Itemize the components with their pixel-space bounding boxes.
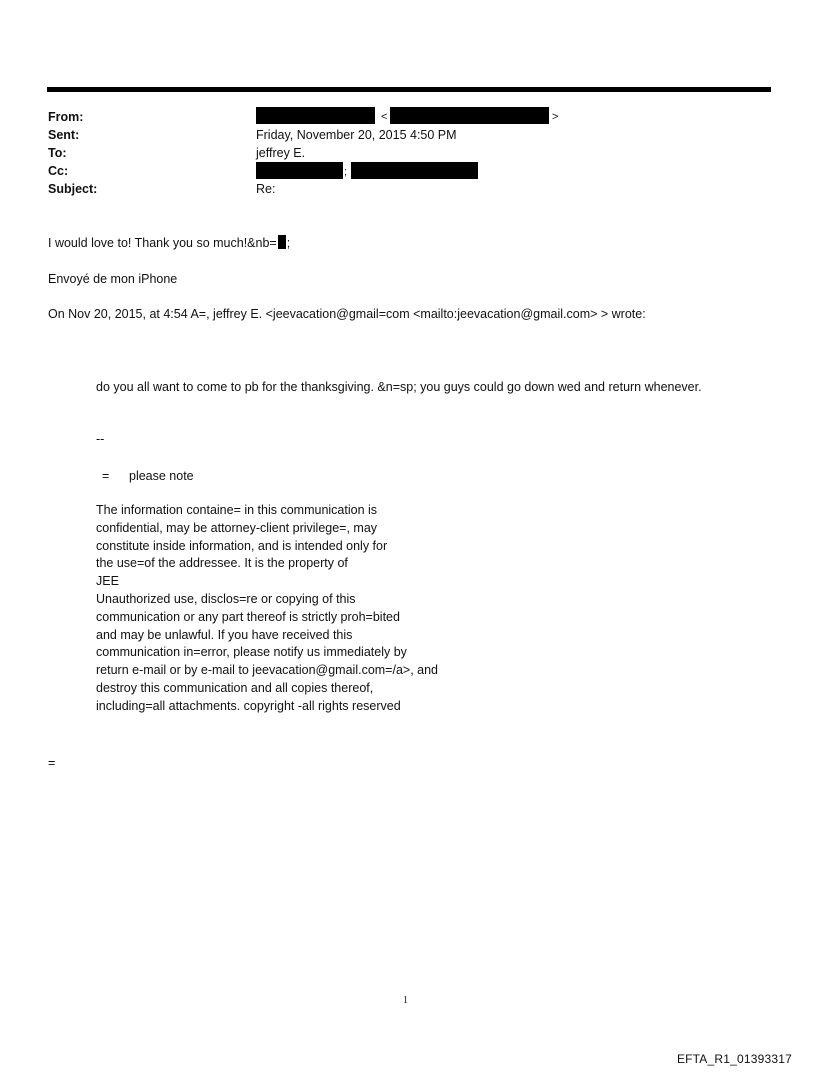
disclaimer-line: communication in=error, please notify us immediately by	[96, 645, 407, 660]
disclaimer-line: constitute inside information, and is intended only for	[96, 538, 388, 553]
signature-line: Envoyé de mon iPhone	[48, 272, 178, 286]
reply-text: I would love to! Thank you so much!&nb=	[48, 236, 277, 250]
reply-tail: ;	[286, 236, 291, 250]
subject-label: Subject:	[48, 182, 98, 196]
bates-id: EFTA_R1_01393317	[676, 1052, 792, 1066]
cc-first-redaction	[256, 162, 343, 179]
disclaimer-line: and may be unlawful. If you have received this	[96, 627, 353, 642]
from-label: From:	[48, 110, 84, 124]
quoted-message: do you all want to come to pb for the thanksgiving. &n=sp; you guys could go down wed and return whenever.	[96, 380, 702, 394]
sent-label: Sent:	[48, 128, 80, 142]
trailing-marker: =	[48, 756, 56, 770]
note-text: please note	[129, 469, 194, 483]
disclaimer-block	[96, 502, 438, 716]
reply-line	[48, 234, 290, 252]
disclaimer-line: JEE	[96, 574, 119, 589]
disclaimer-line: confidential, may be attorney-client privilege=, may	[96, 520, 378, 535]
from-name-redaction	[256, 107, 375, 124]
inline-redaction	[278, 235, 286, 249]
quote-intro: On Nov 20, 2015, at 4:54 A=, jeffrey E. <jeevacation@gmail=com <mailto:jeevacation@gmail.com> > wrote:	[48, 307, 646, 321]
disclaimer-line: destroy this communication and all copies thereof,	[96, 680, 374, 695]
from-open-bracket: <	[381, 111, 388, 123]
cc-second-redaction	[351, 162, 478, 179]
disclaimer-line: communication or any part thereof is strictly proh=bited	[96, 609, 400, 624]
cc-label: Cc:	[48, 164, 69, 178]
subject-value: Re:	[256, 182, 276, 196]
disclaimer-line: return e-mail or by e-mail to jeevacation@gmail.com=/a>, and	[96, 663, 439, 678]
cc-separator: ;	[344, 166, 348, 178]
header-rule	[47, 87, 771, 92]
disclaimer-line: the use=of the addressee. It is the property of	[96, 556, 348, 571]
page-number: 1	[403, 995, 408, 1006]
disclaimer-line: The information containe= in this communication is	[96, 503, 378, 517]
note-marker: =	[102, 469, 110, 483]
sent-value: Friday, November 20, 2015 4:50 PM	[256, 128, 457, 142]
to-value: jeffrey E.	[256, 146, 306, 160]
disclaimer-line: including=all attachments. copyright -all rights reserved	[96, 698, 401, 713]
quoted-dashes: --	[96, 432, 105, 446]
disclaimer-line: Unauthorized use, disclos=re or copying of this	[96, 591, 356, 606]
from-email-redaction	[390, 107, 549, 124]
to-label: To:	[48, 146, 67, 160]
from-close-bracket: >	[552, 111, 559, 123]
